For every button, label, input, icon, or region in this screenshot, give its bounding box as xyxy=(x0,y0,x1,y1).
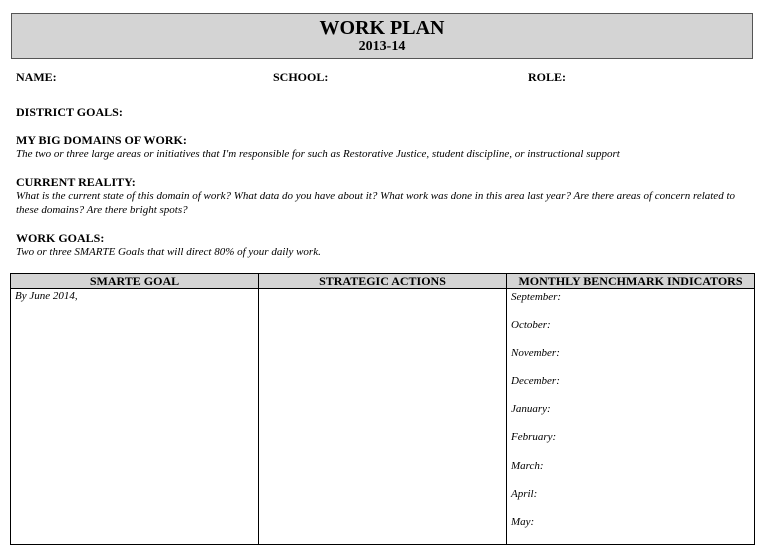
benchmark-cell[interactable] xyxy=(507,289,755,545)
month-december: December: xyxy=(511,375,560,388)
smarte-goal-cell[interactable] xyxy=(11,289,259,545)
work-goals-heading: WORK GOALS: xyxy=(16,231,105,245)
info-row xyxy=(16,70,756,86)
page-title: WORK PLAN xyxy=(319,17,445,39)
month-march: March: xyxy=(511,459,544,472)
school-label: SCHOOL: xyxy=(273,70,329,84)
name-label: NAME: xyxy=(16,70,57,84)
month-november: November: xyxy=(511,347,560,360)
current-reality-heading: CURRENT REALITY: xyxy=(16,175,136,189)
smarte-goal-text: By June 2014, xyxy=(15,290,78,302)
strategic-actions-header: STRATEGIC ACTIONS xyxy=(259,274,507,289)
table-header-row xyxy=(11,274,755,289)
month-april: April: xyxy=(511,487,538,500)
role-label: ROLE: xyxy=(528,70,567,84)
work-goals-description: Two or three SMARTE Goals that will direct 80% of your daily work. xyxy=(16,246,321,258)
big-domains-heading: MY BIG DOMAINS OF WORK: xyxy=(16,133,187,147)
current-reality-description: What is the current state of this domain of work? What data do you have about it? What work was done in this area last year? Are there areas of concern related to these domains? Are there bright spots? xyxy=(16,190,735,216)
month-february: February: xyxy=(511,431,557,444)
district-goals-section xyxy=(16,105,756,119)
work-goals-section xyxy=(16,231,756,259)
monthly-benchmark-header: MONTHLY BENCHMARK INDICATORS xyxy=(507,274,755,289)
month-october: October: xyxy=(511,319,551,332)
work-plan-table xyxy=(10,273,755,545)
big-domains-section xyxy=(16,133,756,161)
title-banner xyxy=(11,13,753,59)
district-goals-heading: DISTRICT GOALS: xyxy=(16,105,123,119)
page-year: 2013-14 xyxy=(358,39,406,54)
smarte-goal-header: SMARTE GOAL xyxy=(11,274,259,289)
month-september: September: xyxy=(511,291,562,303)
month-may: May: xyxy=(511,515,535,528)
current-reality-section xyxy=(16,175,756,217)
table-row xyxy=(11,289,755,545)
big-domains-description: The two or three large areas or initiatives that I'm responsible for such as Restorative Justice, student discipline, or instructional support xyxy=(16,148,620,160)
month-january: January: xyxy=(511,403,551,416)
strategic-actions-cell[interactable] xyxy=(259,289,507,545)
